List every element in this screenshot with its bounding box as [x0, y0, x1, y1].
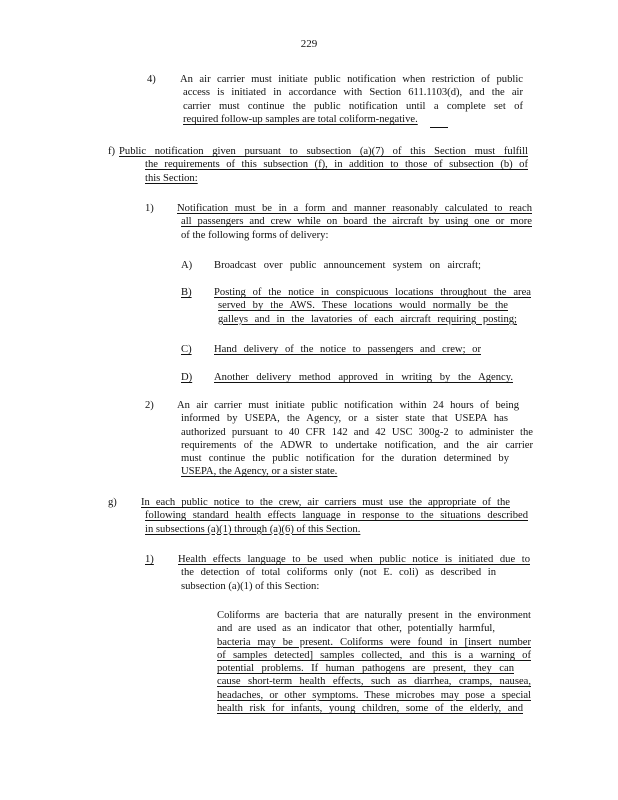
quote-line: headaches, or other symptoms. These microbes may pose a special [217, 689, 531, 701]
g-item-1-text [178, 553, 530, 593]
f-item-1-marker: 1) [145, 203, 154, 214]
g-item-1-marker: 1) [145, 554, 154, 565]
f-item-1-line: of the following forms of delivery: [181, 229, 329, 241]
subsection-g-line: following standard health effects language in response to the situations described [145, 510, 528, 522]
subsection-f-line: the requirements of this subsection (f), in addition to those of subsection (b) of [145, 159, 528, 171]
f-item-2-text [177, 399, 533, 479]
f-item-1-D-text [214, 371, 513, 384]
f-item-1-D-line: Another delivery method approved in writing by the Agency. [214, 372, 513, 383]
g-item-1-line: subsection (a)(1) of this Section: [181, 580, 320, 592]
f-item-2-line: informed by USEPA, the Agency, or a sister state that USEPA has [181, 413, 508, 425]
item-4-text [180, 73, 523, 126]
f-item-2-line: requirements of the ADWR to undertake notification, and the air carrier [181, 439, 533, 451]
f-item-1-B-text [214, 286, 531, 326]
f-item-2-line: authorized pursuant to 40 CFR 142 and 42 USC 300g-2 to administer the [181, 426, 533, 438]
f-item-1-D [181, 371, 513, 384]
g-item-1-line: the detection of total coliforms only (not E. coli) as described in [181, 567, 496, 579]
item-4-marker: 4) [147, 74, 156, 85]
quote-line: health risk for infants, young children, some of the elderly, and [217, 703, 523, 715]
f-item-1 [145, 202, 532, 242]
page-number: 229 [300, 38, 318, 50]
quote-line: and are used as an indicator that other, potentially harmful, [217, 623, 495, 635]
f-item-1-text [177, 202, 532, 242]
subsection-f-line: Public notification given pursuant to subsection (a)(7) of this Section must fulfill [119, 146, 528, 157]
f-item-2-line: must continue the public notification for the duration determined by [181, 453, 509, 465]
health-effects-quote [217, 609, 531, 715]
subsection-g [108, 496, 528, 536]
item-4-line: required follow-up samples are total coliform-negative. [183, 113, 418, 125]
g-item-1 [145, 553, 530, 593]
quote-line: bacteria may be present. Coliforms were found in [insert number [217, 636, 531, 648]
f-item-2-line: USEPA, the Agency, or a sister state. [181, 466, 338, 478]
f-item-1-C-text [214, 343, 481, 356]
subsection-f [108, 145, 528, 185]
f-item-1-line: all passengers and crew while on board the aircraft by using one or more [181, 216, 532, 228]
f-item-2-marker: 2) [145, 400, 154, 411]
f-item-1-C-line: Hand delivery of the notice to passengers and crew; or [214, 344, 481, 355]
f-item-1-C-marker: C) [181, 344, 192, 355]
quote-line: potential problems. If human pathogens are present, they can [217, 663, 514, 675]
subsection-f-text [119, 145, 528, 185]
subsection-g-text [141, 496, 528, 536]
subsection-g-marker: g) [108, 497, 117, 508]
f-item-2 [145, 399, 533, 479]
item-4-line: An air carrier must initiate public notification when restriction of public [180, 74, 523, 85]
quote-line: cause short-term health effects, such as diarrhea, cramps, nausea, [217, 676, 531, 688]
f-item-1-A-line: Broadcast over public announcement system on aircraft; [214, 260, 481, 271]
f-item-1-B-line: served by the AWS. These locations would normally be the [218, 300, 508, 312]
subsection-g-line: in subsections (a)(1) through (a)(6) of this Section. [145, 523, 361, 535]
item-4-line: carrier must continue the public notification until a complete set of [183, 100, 523, 112]
f-item-1-C [181, 343, 481, 356]
subsection-g-line: In each public notice to the crew, air carriers must use the appropriate of the [141, 497, 510, 508]
f-item-1-line: Notification must be in a form and manner reasonably calculated to reach [177, 203, 532, 214]
f-item-1-B-line: galleys and in the lavatories of each aircraft requiring posting; [218, 313, 517, 325]
f-item-1-A [181, 259, 481, 272]
quote-line: of samples detected] samples collected, and this is a warning of [217, 649, 531, 661]
f-item-1-A-marker: A) [181, 260, 193, 271]
item-4-line: access is initiated in accordance with Section 611.1103(d), and the air [183, 87, 523, 99]
f-item-2-line: An air carrier must initiate public notification within 24 hours of being [177, 400, 519, 411]
g-item-1-line: Health effects language to be used when public notice is initiated due to [178, 554, 530, 565]
f-item-1-A-text [214, 259, 481, 272]
f-item-1-B [181, 286, 531, 326]
quote-line: Coliforms are bacteria that are naturally present in the environment [217, 610, 531, 621]
item-4 [147, 73, 523, 126]
f-item-1-D-marker: D) [181, 372, 193, 383]
subsection-f-marker: f) [108, 146, 116, 157]
subsection-f-line: this Section: [145, 172, 198, 184]
underline-rule [430, 127, 448, 128]
f-item-1-B-line: Posting of the notice in conspicuous locations throughout the area [214, 287, 531, 298]
f-item-1-B-marker: B) [181, 287, 192, 298]
